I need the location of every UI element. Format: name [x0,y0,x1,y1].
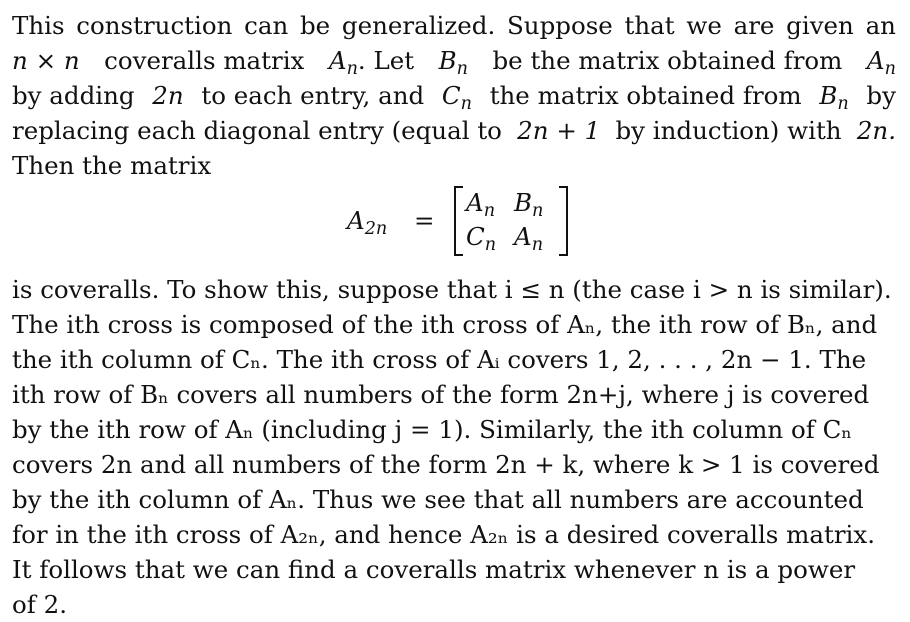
math-inline: $B_n$ [819,81,849,114]
matrix-cell: $A_n$ [466,188,496,221]
word: given [786,11,854,40]
text-segment: by induction) with [615,116,842,145]
text-line-11 [12,447,896,482]
text-line-8 [12,342,896,377]
text-segment: by [866,81,896,110]
math-inline: 2n. [856,116,896,145]
word: construction [76,11,233,40]
text-segment: by the ith column of Aₙ. Thus we see that all numbers are accounted [12,485,864,514]
bracket-corner [559,186,566,188]
text-line-1 [12,8,896,43]
matrix-cell: $B_n$ [514,188,544,221]
text-segment: the ith column of Cₙ. The ith cross of Aᵢ covers 1, 2, . . . , 2n − 1. The [12,345,867,374]
display-equation [12,186,896,261]
text-segment: replacing each diagonal entry (equal to [12,116,502,145]
bracket-corner [456,254,463,256]
word: be [299,11,331,40]
text-line-6 [12,272,896,307]
math-inline: n × n [12,46,80,75]
matrix-cell: $C_n$ [466,222,497,255]
text-line-12 [12,482,896,517]
equals-sign: = [414,206,435,235]
text-line-2 [12,43,896,78]
text-segment: It follows that we can find a coveralls matrix whenever n is a power [12,555,856,584]
text-segment: to each entry, and [201,81,425,110]
document-body [12,8,896,622]
math-inline: 2n + 1 [517,116,601,145]
text-line-3 [12,78,896,113]
bracket-corner [559,254,566,256]
word: This [12,11,65,40]
math-inline: $A_n$. Let [328,46,415,79]
text-line-4 [12,113,896,148]
text-segment: by adding [12,81,135,110]
text-segment: Then the matrix [12,151,212,180]
word: generalized. [341,11,496,40]
text-segment: covers 2n and all numbers of the form 2n + k, where k > 1 is covered [12,450,880,479]
text-line-13 [12,517,896,552]
equation-lhs: $A_{2n}$ [347,206,388,239]
bracket-corner [456,186,463,188]
text-line-14 [12,552,896,587]
text-segment: the matrix obtained from [489,81,802,110]
block-matrix [454,186,568,256]
text-line-9 [12,377,896,412]
text-segment: is coveralls. To show this, suppose that i ≤ n (the case i > n is similar). [12,275,892,304]
text-line-7 [12,307,896,342]
matrix-cell: $A_n$ [514,222,544,255]
text-segment: ith row of Bₙ covers all numbers of the form 2n+j, where j is covered [12,380,870,409]
math-inline: $B_n$ [438,46,468,79]
text-line-10 [12,412,896,447]
text-segment: for in the ith cross of A₂ₙ, and hence A₂ₙ is a desired coveralls matrix. [12,520,875,549]
math-inline: $C_n$ [441,81,472,114]
word: we [686,11,722,40]
text-segment: by the ith row of Aₙ (including j = 1). Similarly, the ith column of Cₙ [12,415,852,444]
math-inline: 2n [152,81,184,110]
word: that [624,11,675,40]
text-line-5 [12,148,896,183]
word: can [244,11,289,40]
math-inline: $A_n$ [866,46,896,79]
word: Suppose [507,11,613,40]
text-segment: coveralls matrix [104,46,305,75]
word: an [865,11,896,40]
word: are [733,11,775,40]
text-segment: of 2. [12,590,67,619]
text-segment: be the matrix obtained from [492,46,843,75]
text-segment: The ith cross is composed of the ith cross of Aₙ, the ith row of Bₙ, and [12,310,878,339]
